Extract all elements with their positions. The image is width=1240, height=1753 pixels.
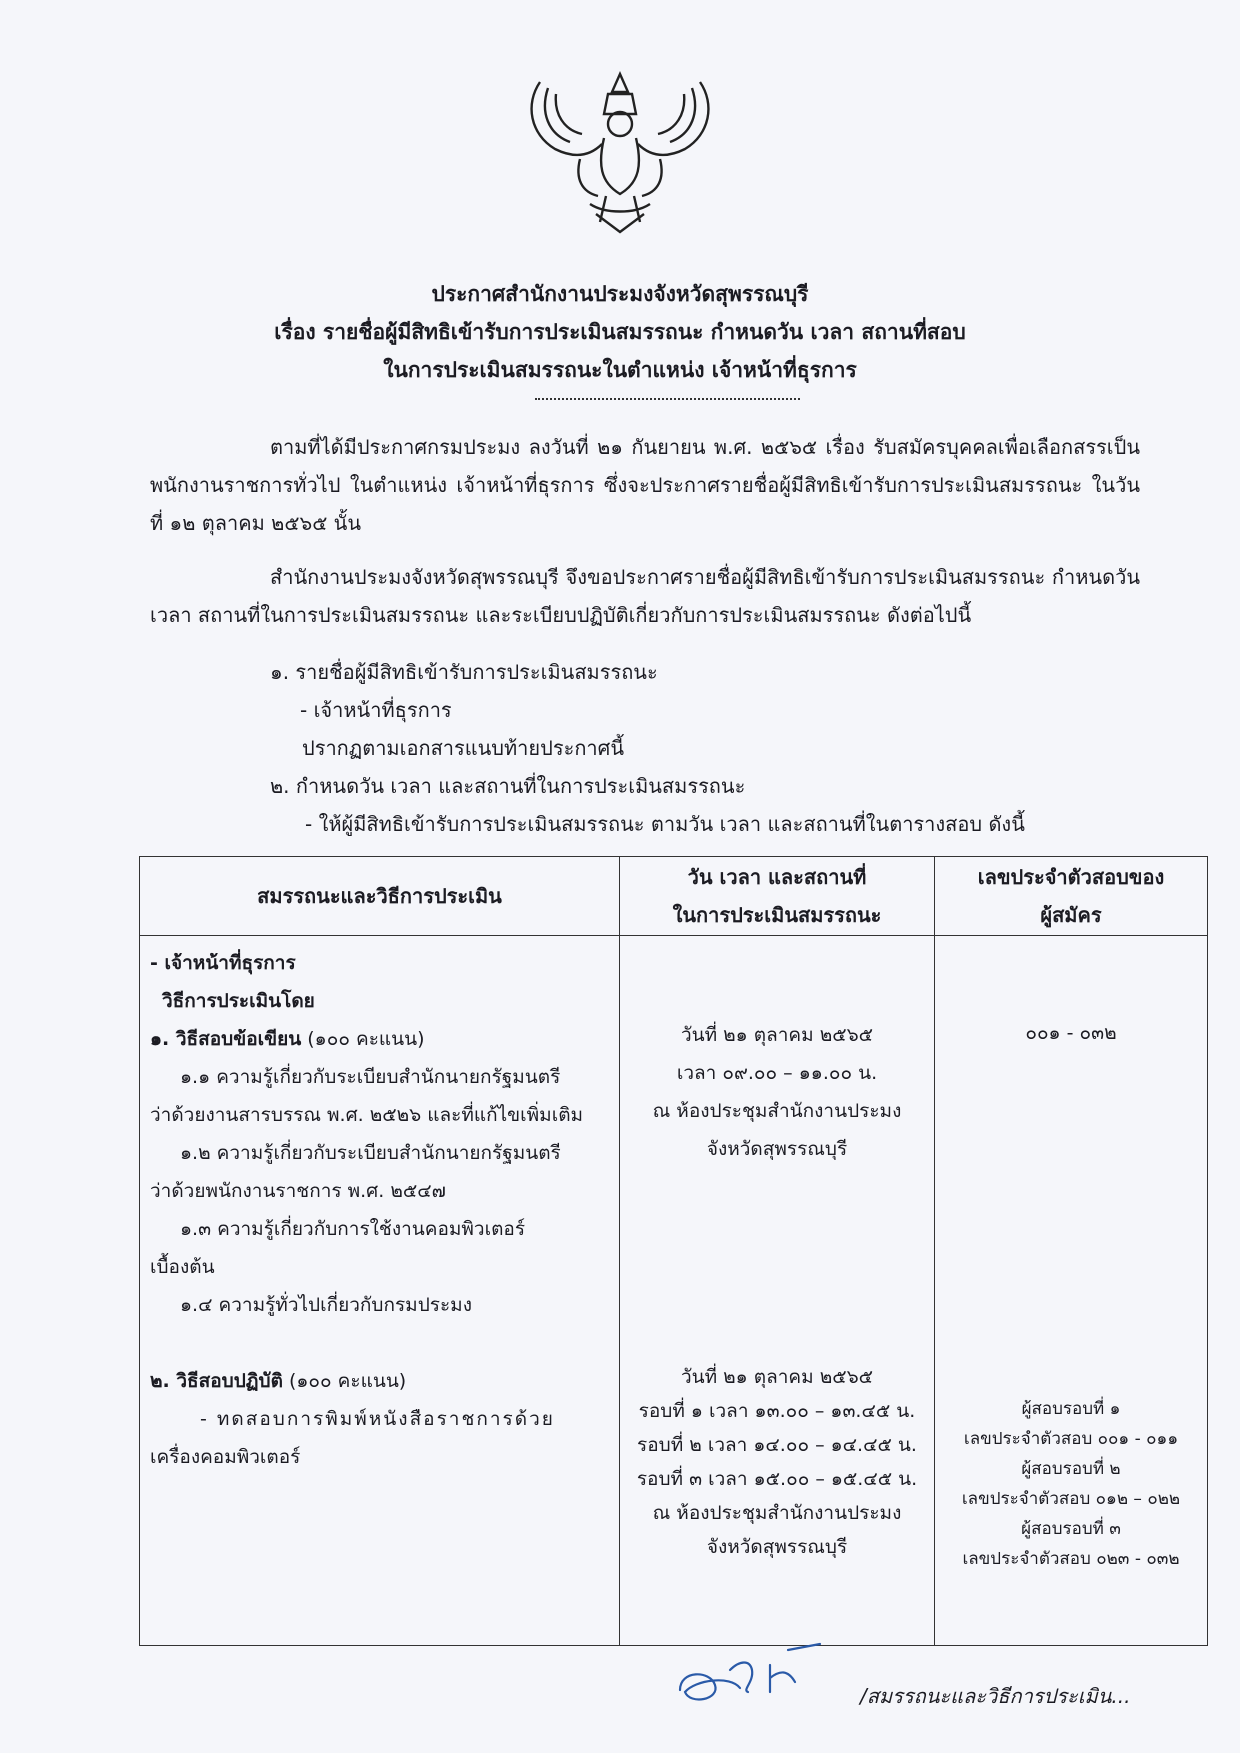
- written-date: วันที่ ๒๑ ตุลาคม ๒๕๖๕: [680, 1024, 874, 1046]
- round-2-ids: เลขประจำตัวสอบ ๐๑๒ – ๐๒๒: [961, 1489, 1181, 1509]
- practical-topic-cont: เครื่องคอมพิวเตอร์: [150, 1446, 301, 1468]
- practical-exam-title: ๒. วิธีสอบปฏิบัติ (๑๐๐ คะแนน): [150, 1370, 407, 1392]
- garuda-emblem: [520, 64, 720, 236]
- header-competency: สมรรถนะและวิธีการประเมิน: [140, 857, 620, 936]
- item-1-note: ปรากฏตามเอกสารแนบท้ายประกาศนี้: [302, 736, 625, 760]
- method-intro: วิธีการประเมินโดย: [162, 990, 315, 1012]
- header-datetime-place: วัน เวลา และสถานที่ ในการประเมินสมรรถนะ: [620, 857, 935, 936]
- announcement-subject: เรื่อง รายชื่อผู้มีสิทธิเข้ารับการประเมินสมรรถนะ กำหนดวัน เวลา สถานที่สอบ: [274, 320, 966, 344]
- written-exam-title: ๑. วิธีสอบข้อเขียน (๑๐๐ คะแนน): [150, 1028, 425, 1050]
- announcement-title: ประกาศสำนักงานประมงจังหวัดสุพรรณบุรี: [431, 282, 809, 306]
- exam-schedule-table: [139, 856, 1208, 1646]
- topic-1-2-cont: ว่าด้วยพนักงานราชการ พ.ศ. ๒๕๔๗: [150, 1180, 446, 1202]
- round-1-time: รอบที่ ๑ เวลา ๑๓.๐๐ – ๑๓.๔๕ น.: [638, 1400, 916, 1422]
- round-3-time: รอบที่ ๓ เวลา ๑๕.๐๐ – ๑๕.๔๕ น.: [636, 1468, 918, 1490]
- paragraph-2: สำนักงานประมงจังหวัดสุพรรณบุรี จึงขอประกาศรายชื่อผู้มีสิทธิเข้ารับการประเมินสมรรถนะ กำหนดวัน เวลา สถานที่ในการประเมินสมรรถนะ และระเบียบปฏิบัติเกี่ยวกับการประเมินสมรรถนะ ดังต่อไปนี้: [150, 565, 1140, 627]
- exam-id-cell: [935, 936, 1208, 1646]
- item-1-sub: - เจ้าหน้าที่ธุรการ: [300, 698, 452, 722]
- written-time: เวลา ๐๙.๐๐ – ๑๑.๐๐ น.: [676, 1062, 878, 1084]
- round-2-group: ผู้สอบรอบที่ ๒: [1021, 1459, 1121, 1479]
- written-place-cont: จังหวัดสุพรรณบุรี: [706, 1138, 848, 1160]
- round-1-group: ผู้สอบรอบที่ ๑: [1021, 1399, 1121, 1419]
- topic-1-3: ๑.๓ ความรู้เกี่ยวกับการใช้งานคอมพิวเตอร์: [180, 1218, 526, 1240]
- practical-topic: - ทดสอบการพิมพ์หนังสือราชการด้วย: [200, 1408, 555, 1430]
- written-place: ณ ห้องประชุมสำนักงานประมง: [652, 1100, 902, 1122]
- practical-place-cont: จังหวัดสุพรรณบุรี: [706, 1536, 848, 1558]
- position-label: - เจ้าหน้าที่ธุรการ: [150, 952, 296, 974]
- practical-place: ณ ห้องประชุมสำนักงานประมง: [652, 1502, 902, 1524]
- topic-1-4: ๑.๔ ความรู้ทั่วไปเกี่ยวกับกรมประมง: [180, 1294, 472, 1316]
- topic-1-1: ๑.๑ ความรู้เกี่ยวกับระเบียบสำนักนายกรัฐมนตรี: [180, 1066, 561, 1088]
- datetime-cell: [620, 936, 935, 1646]
- topic-1-3-cont: เบื้องต้น: [150, 1256, 215, 1278]
- round-3-ids: เลขประจำตัวสอบ ๐๒๓ - ๐๓๒: [962, 1549, 1180, 1569]
- practical-date: วันที่ ๒๑ ตุลาคม ๒๕๖๕: [680, 1366, 874, 1388]
- announcement-subject-line2: ในการประเมินสมรรถนะในตำแหน่ง เจ้าหน้าที่ธุรการ: [383, 358, 857, 382]
- header-exam-id: เลขประจำตัวสอบของ ผู้สมัคร: [935, 857, 1208, 936]
- topic-1-1-cont: ว่าด้วยงานสารบรรณ พ.ศ. ๒๕๒๖ และที่แก้ไขเพิ่มเติม: [150, 1104, 584, 1126]
- table-header-row: [140, 857, 1208, 936]
- competency-cell: [140, 936, 620, 1646]
- item-1: ๑. รายชื่อผู้มีสิทธิเข้ารับการประเมินสมรรถนะ: [270, 660, 658, 684]
- round-2-time: รอบที่ ๒ เวลา ๑๔.๐๐ – ๑๔.๔๕ น.: [637, 1434, 917, 1456]
- table-row: [140, 936, 1208, 1646]
- topic-1-2: ๑.๒ ความรู้เกี่ยวกับระเบียบสำนักนายกรัฐมนตรี: [180, 1142, 561, 1164]
- handwritten-signature: [670, 1630, 830, 1710]
- item-2: ๒. กำหนดวัน เวลา และสถานที่ในการประเมินสมรรถนะ: [270, 774, 746, 798]
- round-1-ids: เลขประจำตัวสอบ ๐๐๑ - ๐๑๑: [963, 1429, 1179, 1449]
- written-exam-ids: ๐๐๑ - ๐๓๒: [1025, 1022, 1117, 1044]
- title-divider: [535, 398, 800, 400]
- continuation-note: /สมรรถนะและวิธีการประเมิน...: [860, 1684, 1131, 1708]
- paragraph-1: ตามที่ได้มีประกาศกรมประมง ลงวันที่ ๒๑ กันยายน พ.ศ. ๒๕๖๕ เรื่อง รับสมัครบุคคลเพื่อเลือกสรรเป็นพนักงานราชการทั่วไป ในตำแหน่ง เจ้าหน้าที่ธุรการ ซึ่งจะประกาศรายชื่อผู้มีสิทธิเข้ารับการประเมินสมรรถนะ ในวันที่ ๑๒ ตุลาคม ๒๕๖๕ นั้น: [150, 435, 1141, 535]
- item-2-sub: - ให้ผู้มีสิทธิเข้ารับการประเมินสมรรถนะ ตามวัน เวลา และสถานที่ในตารางสอบ ดังนี้: [305, 812, 1025, 836]
- round-3-group: ผู้สอบรอบที่ ๓: [1021, 1519, 1121, 1539]
